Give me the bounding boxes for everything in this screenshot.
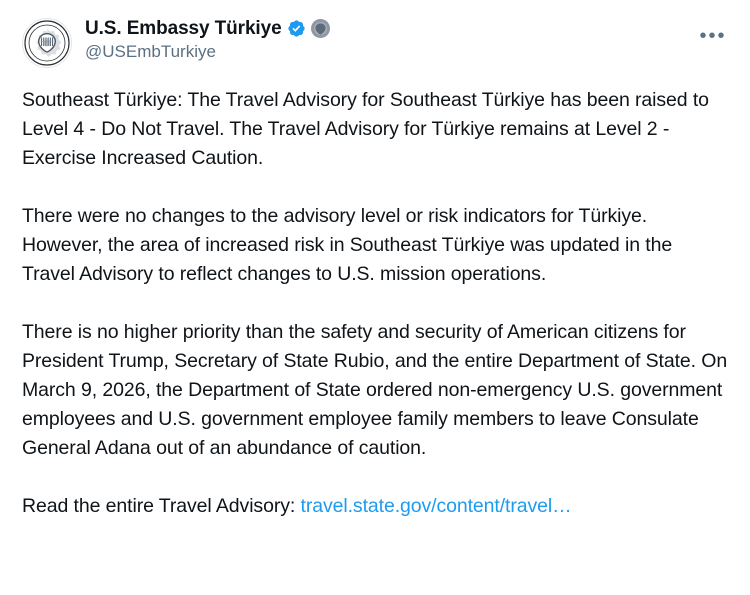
tweet-paragraph: There were no changes to the advisory level or risk indicators for Türkiye. However, the area of increased risk in Southeast Türkiye was updated in the Travel Advisory to reflect changes to U.S. mission operations. [22,205,678,285]
account-identity [85,18,330,60]
read-advisory-label: Read the entire Travel Advisory: [22,495,301,517]
verified-badge-icon [287,19,306,38]
tweet-paragraph: Southeast Türkiye: The Travel Advisory for Southeast Türkiye has been raised to Level 4 - Do Not Travel. The Travel Advisory for Türkiye remains at Level 2 - Exercise Increased Caution. [22,89,715,169]
account-name-row [85,19,330,38]
government-affiliate-icon [311,19,330,38]
travel-advisory-link[interactable]: travel.state.gov/content/travel… [300,495,572,517]
display-name[interactable]: U.S. Embassy Türkiye [85,18,282,39]
avatar[interactable] [22,18,72,68]
more-options-icon[interactable]: ••• [699,24,727,47]
tweet-text [22,86,733,521]
tweet-header [22,18,728,68]
tweet-paragraph-link-line [22,492,728,521]
account-handle[interactable]: @USEmbTurkiye [85,42,216,61]
tweet-paragraph: There is no higher priority than the safety and security of American citizens for President Trump, Secretary of State Rubio, and the entire Department of State. On March 9, 2026, the Department of State ordered non-emergency U.S. government employees and U.S. government employee family members to leave Consulate General Adana out of an abundance of caution. [22,321,733,459]
